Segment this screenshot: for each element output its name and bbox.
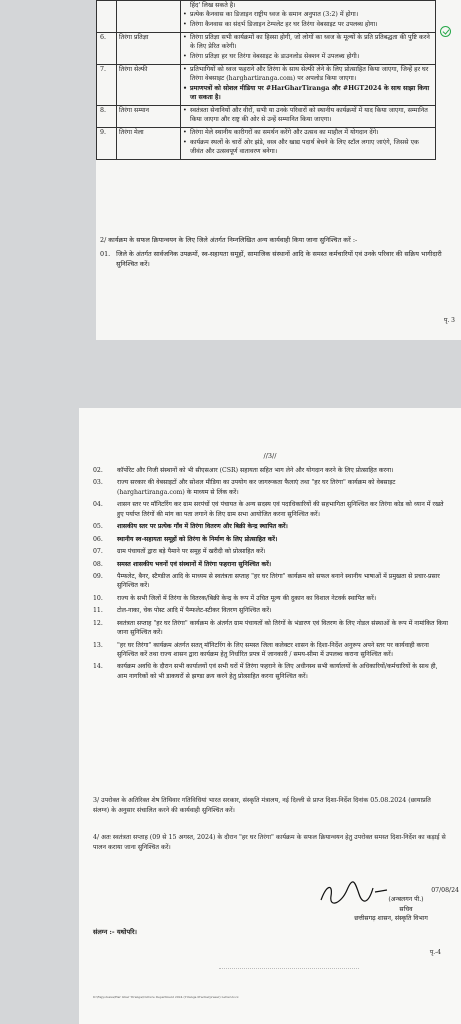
row-number: 8. — [97, 105, 117, 127]
row-number: 6. — [97, 33, 117, 65]
paragraph-2: 2/ कार्यक्रम के सफल क्रियान्वयन के लिए जिले अंतर्गत निम्नलिखित अन्य कार्यवाही किया जाना सुनिश्चित करें :- — [100, 236, 358, 244]
paragraph-4: 4/ अतः स्वतंत्रता सप्ताह (09 से 15 अगस्त, 2024) के दौरान "हर घर तिरंगा" कार्यक्रम के सफल क्रियान्वयन हेतु उपरोक्त समस्त दिशा-निर्देश का कड़ाई से पालन कराया जाना सुनिश्चित करें। — [93, 834, 446, 851]
list-item: 07. ग्राम पंचायतों द्वारा बड़े पैमाने पर समूह में खरीदी को प्रोत्साहित करें। — [93, 548, 266, 556]
list-item: 10. राज्य के सभी जिलों में तिरंगा के वितरक/बिक्री केन्द्र के रूप में उचित मूल्य की दुकान का विशाल नेटवर्क स्थापित करें। — [93, 594, 377, 602]
page-marker: पृ. 3 — [443, 317, 455, 324]
row-activity-name: तिरंगा सेल्फी — [117, 65, 181, 106]
list-item: • प्रतिभागियों को ध्वज फहराने और तिरंगा के साथ सेल्फी लेने के लिए प्रोत्साहित किया जाएगा, जिन्हें हर घर तिरंगा वेबसाइट (harghartiranga.com) पर अपलोड किया जाएगा। — [183, 66, 433, 83]
instructions-section — [100, 236, 450, 270]
list-item: • तिरंगा कैनवास का संदर्भ डिजाइन टेम्पलेट हर घर तिरंगा वेबसाइट पर उपलब्ध होगा। — [183, 21, 433, 30]
enclosure-note: संलग्न :- यथोपरि। — [93, 928, 137, 936]
list-item: 02. कॉर्पोरेट और निजी संस्थानों को भी सीएसआर (CSR) सहायता सहित भाग लेने और योगदान करने के लिए प्रोत्साहित करना। — [93, 467, 394, 474]
check-circle-icon — [440, 26, 451, 37]
signature-date: 07/08/24 — [431, 887, 459, 894]
list-item: 13. "हर घर तिरंगा" कार्यक्रम अंतर्गत सतत् मॉनिटरिंग के लिए समस्त जिला कलेक्टर शासन के दिशा-निर्देश अनुरूप अपने स्तर पर कार्यवाही करना सुनिश्चित करें तथा राज्य शासन द्वारा कार्यक्रम हेतु निर्धारित प्रपत्र में जानकारी / समय-सीमा में उपलब्ध कराना सुनिश्चित करें। — [93, 641, 429, 658]
list-item: • प्रत्येक कैनवास का डिजाइन राष्ट्रीय ध्वज के समान अनुपात (3:2) में होगा। — [183, 11, 433, 20]
list-item: • कार्यक्रम स्थलों के चारों ओर झंडे, वस्त्र और खाद्य पदार्थ बेचने के लिए स्टॉल लगाए जाएंगे, जिससे एक जीवंत और उत्सवपूर्ण वातावरण बनेगा। — [183, 139, 433, 156]
list-item: 05. शासकीय स्तर पर प्रत्येक गाँव में तिरंगा वितरण और बिक्री केन्द्र स्थापित करें। — [93, 523, 288, 531]
table-row — [97, 1, 436, 33]
paragraph-3: 3/ उपरोक्त के अतिरिक्त शेष तिथिवार गतिविधियां भारत सरकार, संस्कृति मंत्रालय, नई दिल्ली से प्राप्त दिशा-निर्देश दिनांक 05.08.2024 (छायाप्रति संलग्न) के अनुसार संचालित करने की कार्यवाही सुनिश्चित करें। — [93, 797, 431, 814]
list-item: • स्वतंत्रता सेनानियों और वीरों, सभी या उनके परिवारों को स्थानीय कार्यक्रमों में याद किया जाएगा, सम्मानित किया जाएगा और राष्ट्र की ओर से उन्हें सम्मानित किया जाएगा। — [183, 107, 433, 124]
list-item: • तिरंगा प्रतिज्ञा सभी कार्यक्रमों का हिस्सा होगी, जो लोगों का ध्वज के मूल्यों के प्रति प्रतिबद्धता की पुष्टि करने के लिए प्रेरित करेगी। — [183, 34, 433, 51]
list-item: 04. शासन स्तर पर मॉनिटरिंग कर ग्राम सरपंचों एवं पंचायत के अन्य सदस्य एवं पदाधिकारियों की सहभागिता सुनिश्चित कर तिरंगा कोड को ध्यान में रखते हुए पर्याप्त तिरंगों की मांग का पता लगाने के लिए ग्राम सभा आयोजित करना सुनिश्चित करें। — [93, 501, 444, 518]
page-number: //3// — [263, 452, 277, 460]
page-marker: पृ.-4 — [429, 949, 441, 956]
item-text: जिले के अंतर्गत सार्वजनिक उपक्रमों, स्व-सहायता समूहों, सामाजिक संस्थानों आदि के समस्त कर्मचारियों एवं उनके परिवार की सक्रिय भागीदारी सुनिश्चित करें। — [116, 249, 442, 268]
row-number: 7. — [97, 65, 117, 106]
row-activity-name: तिरंगा सम्मान — [117, 105, 181, 127]
signatory-title: सचिव — [399, 905, 413, 913]
list-item: 14. कार्यक्रम अवधि के दौरान सभी कार्यालयों एवं सभी घरों में तिरंगा फहराने के लिए अधीनस्थ सभी कार्यालयों के अधिकारियों/कर्मचारियों के साथ ही, आम नागरिकों को भी डाकघरों से झण्डा क्रय करने हेतु प्रोत्साहित करना सुनिश्चित करें। — [93, 663, 438, 680]
row-activity-name: तिरंगा प्रतिज्ञा — [117, 33, 181, 65]
signature-block — [351, 886, 461, 923]
list-item: 11. टोल-नाका, चेक पोस्ट आदि में पैम्फलेट-स्टीकर वितरण सुनिश्चित करें। — [93, 607, 272, 615]
instruction-list — [93, 466, 448, 684]
table-row — [97, 33, 436, 65]
row-number: 9. — [97, 127, 117, 159]
list-item: 03. राज्य सरकार की वेबसाइटों और सोशल मीडिया का उपयोग कर जागरूकता फैलाएं तथा "हर घर तिरंगा" कार्यक्रम को वेबसाइट (harghartiranga.com) के माध्यम से लिंक करें। — [93, 479, 396, 496]
list-item: 12. स्वतंत्रता सप्ताह "हर घर तिरंगा" कार्यक्रम के अंतर्गत ग्राम पंचायतों को तिरंगों के भंडारण एवं वितरण के लिए नोडल संस्थाओं के रूप में नामांकित किया जाना सुनिश्चित करें। — [93, 619, 448, 637]
list-item: • तिरंगा मेले स्थानीय कारीगरों का समर्थन करेंगे और उत्सव का माहौल में योगदान देंगे। — [183, 129, 433, 138]
table-row — [97, 65, 436, 106]
file-path-footer: D:\Rajyotsava\Har Ghar Tiranga\Culture Department 2024 (Tiranga Pracharprasar) Letter.docx — [93, 995, 239, 999]
list-item: 09. पैम्फलेट, बैनर, स्टैण्डीज आदि के माध्यम से स्वतंत्रता सप्ताह "हर घर तिरंगा" कार्यक्रम को सफल बनाने स्थानीय भाषाओं में प्रमुखता से प्रचार-प्रसार सुनिश्चित करें। — [93, 572, 440, 590]
list-item: 08. समस्त शासकीय भवनों एवं संस्थानों में तिरंगा फहराना सुनिश्चित करें। — [93, 560, 272, 568]
item-number: 01. — [100, 249, 111, 258]
list-item: 06. स्थानीय स्व-सहायता समूहों को तिरंगा के निर्माण के लिए प्रोत्साहित करें। — [93, 535, 278, 543]
document-page-1 — [96, 0, 461, 340]
divider — [219, 968, 359, 969]
table-row — [97, 127, 436, 159]
table-fragment-text: हिंद' लिख सकते है। — [190, 2, 236, 9]
signatory-dept: छत्तीसगढ़ शासन, संस्कृति विभाग — [354, 914, 428, 922]
list-item: • तिरंगा प्रतिज्ञा हर घर तिरंगा वेबसाइट के डाउनलोड सेक्शन में उपलब्ध होगी। — [183, 53, 433, 62]
row-activity-name: तिरंगा मेला — [117, 127, 181, 159]
signatory-name: (अन्बलगन पी.) — [388, 896, 424, 904]
list-item: • प्रमाणपत्रों को सोशल मीडिया पर #HarGharTiranga और #HGT2024 के साथ साझा किया जा सकता है। — [183, 85, 433, 102]
table-row — [97, 105, 436, 127]
activity-table — [96, 0, 436, 160]
document-page-2 — [79, 408, 461, 1024]
